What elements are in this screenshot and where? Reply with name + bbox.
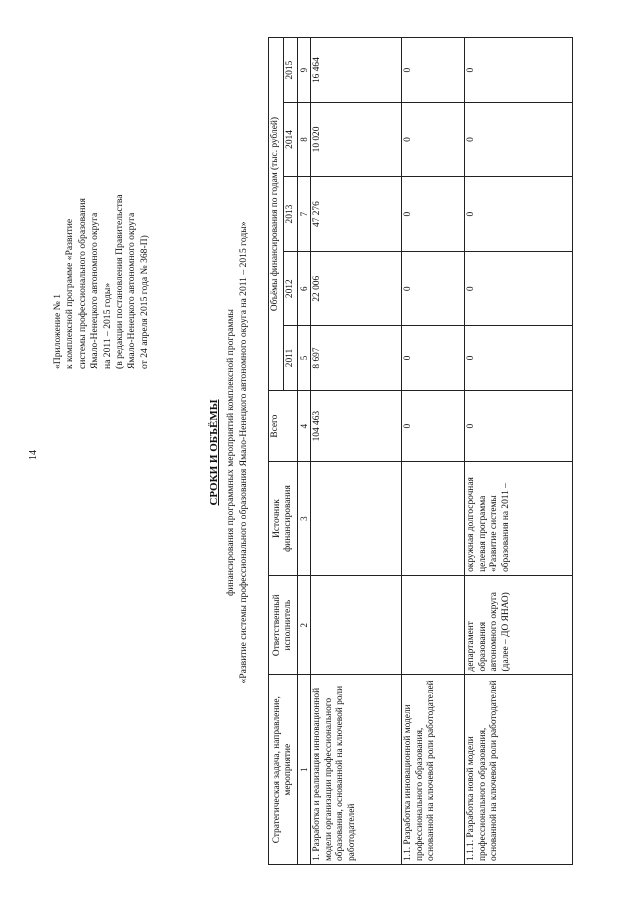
- appendix-line: Ямало-Ненецкого автономного округа: [89, 212, 101, 369]
- appendix-line: «Приложение № 1: [52, 293, 63, 369]
- total-cell: 0: [465, 391, 573, 462]
- column-index: 1: [298, 675, 311, 865]
- year-value-cell: 0: [465, 38, 573, 103]
- column-index: 4: [298, 391, 311, 462]
- year-value-cell: 0: [465, 103, 573, 176]
- task-cell: 1. Разработка и реализация инновационной модели организации профессионального образования, основанной на ключевой роли работодателей: [311, 675, 402, 865]
- column-index: 3: [298, 462, 311, 576]
- column-index: 5: [298, 325, 311, 390]
- year-value-cell: 0: [465, 325, 573, 390]
- header-executor: Ответственный исполнитель: [269, 575, 298, 675]
- year-value-cell: 0: [465, 176, 573, 252]
- document-title: СРОКИ И ОБЪЁМЫ: [208, 399, 220, 506]
- column-index: 7: [298, 176, 311, 252]
- executor-cell: [311, 575, 402, 675]
- page-number: 14: [28, 450, 39, 460]
- column-index-row: [298, 38, 311, 865]
- source-cell: [311, 462, 402, 576]
- header-year: 2014: [283, 103, 298, 176]
- header-year: 2015: [283, 38, 298, 103]
- year-value-cell: 16 464: [311, 38, 402, 103]
- year-value-cell: 47 276: [311, 176, 402, 252]
- table-row: [402, 38, 465, 865]
- header-year: 2013: [283, 176, 298, 252]
- year-value-cell: 0: [402, 176, 465, 252]
- column-index: 2: [298, 575, 311, 675]
- header-total: Всего: [269, 391, 298, 462]
- year-value-cell: 10 020: [311, 103, 402, 176]
- program-name: «Развитие системы профессионального образования Ямало-Ненецкого автономного округа на 2011 – 2015 годы»: [238, 221, 249, 684]
- appendix-line: от 24 апреля 2015 года № 368-П): [138, 235, 150, 369]
- document-subtitle: финансирования программных мероприятий комплексной программы: [225, 309, 236, 596]
- appendix-line: к комплексной программе «Развитие: [64, 218, 76, 369]
- year-value-cell: 0: [402, 325, 465, 390]
- year-value-cell: 8 697: [311, 325, 402, 390]
- column-index: 8: [298, 103, 311, 176]
- total-cell: 0: [402, 391, 465, 462]
- year-value-cell: 0: [402, 38, 465, 103]
- header-row: [269, 38, 284, 865]
- appendix-line: (в редакции постановления Правительства: [114, 194, 126, 369]
- appendix-line: системы профессионального образования: [76, 198, 88, 369]
- column-index: 6: [298, 252, 311, 325]
- source-cell: окружная долгосрочная целевая программа «Развитие системы образования на 2011 –: [465, 462, 573, 576]
- task-cell: 1.1. Разработка инновационной модели профессионального образования, основанной на ключевой роли работодателей: [402, 675, 465, 865]
- funding-table: [268, 37, 573, 865]
- header-year: 2012: [283, 252, 298, 325]
- year-value-cell: 22 006: [311, 252, 402, 325]
- task-cell: 1.1.1. Разработка новой модели профессионального образования, основанной на ключевой роли работодателей: [465, 675, 573, 865]
- table-row: [465, 38, 573, 865]
- header-year: 2011: [283, 325, 298, 390]
- year-value-cell: 0: [402, 252, 465, 325]
- header-source: Источник финансирования: [269, 462, 298, 576]
- header-volume: Объёмы финансирования по годам (тыс. рублей): [269, 38, 284, 391]
- column-index: 9: [298, 38, 311, 103]
- total-cell: 104 463: [311, 391, 402, 462]
- executor-cell: департамент образования автономного округа (далее – ДО ЯНАО): [465, 575, 573, 675]
- year-value-cell: 0: [402, 103, 465, 176]
- appendix-line: на 2011 – 2015 годы»: [101, 282, 113, 369]
- table-row: [311, 38, 402, 865]
- header-task: Стратегическая задача, направление, мероприятие: [269, 675, 298, 865]
- year-value-cell: 0: [465, 252, 573, 325]
- executor-cell: [402, 575, 465, 675]
- appendix-note: [52, 39, 151, 369]
- appendix-line: Ямало-Ненецкого автономного округа: [126, 212, 138, 369]
- source-cell: [402, 462, 465, 576]
